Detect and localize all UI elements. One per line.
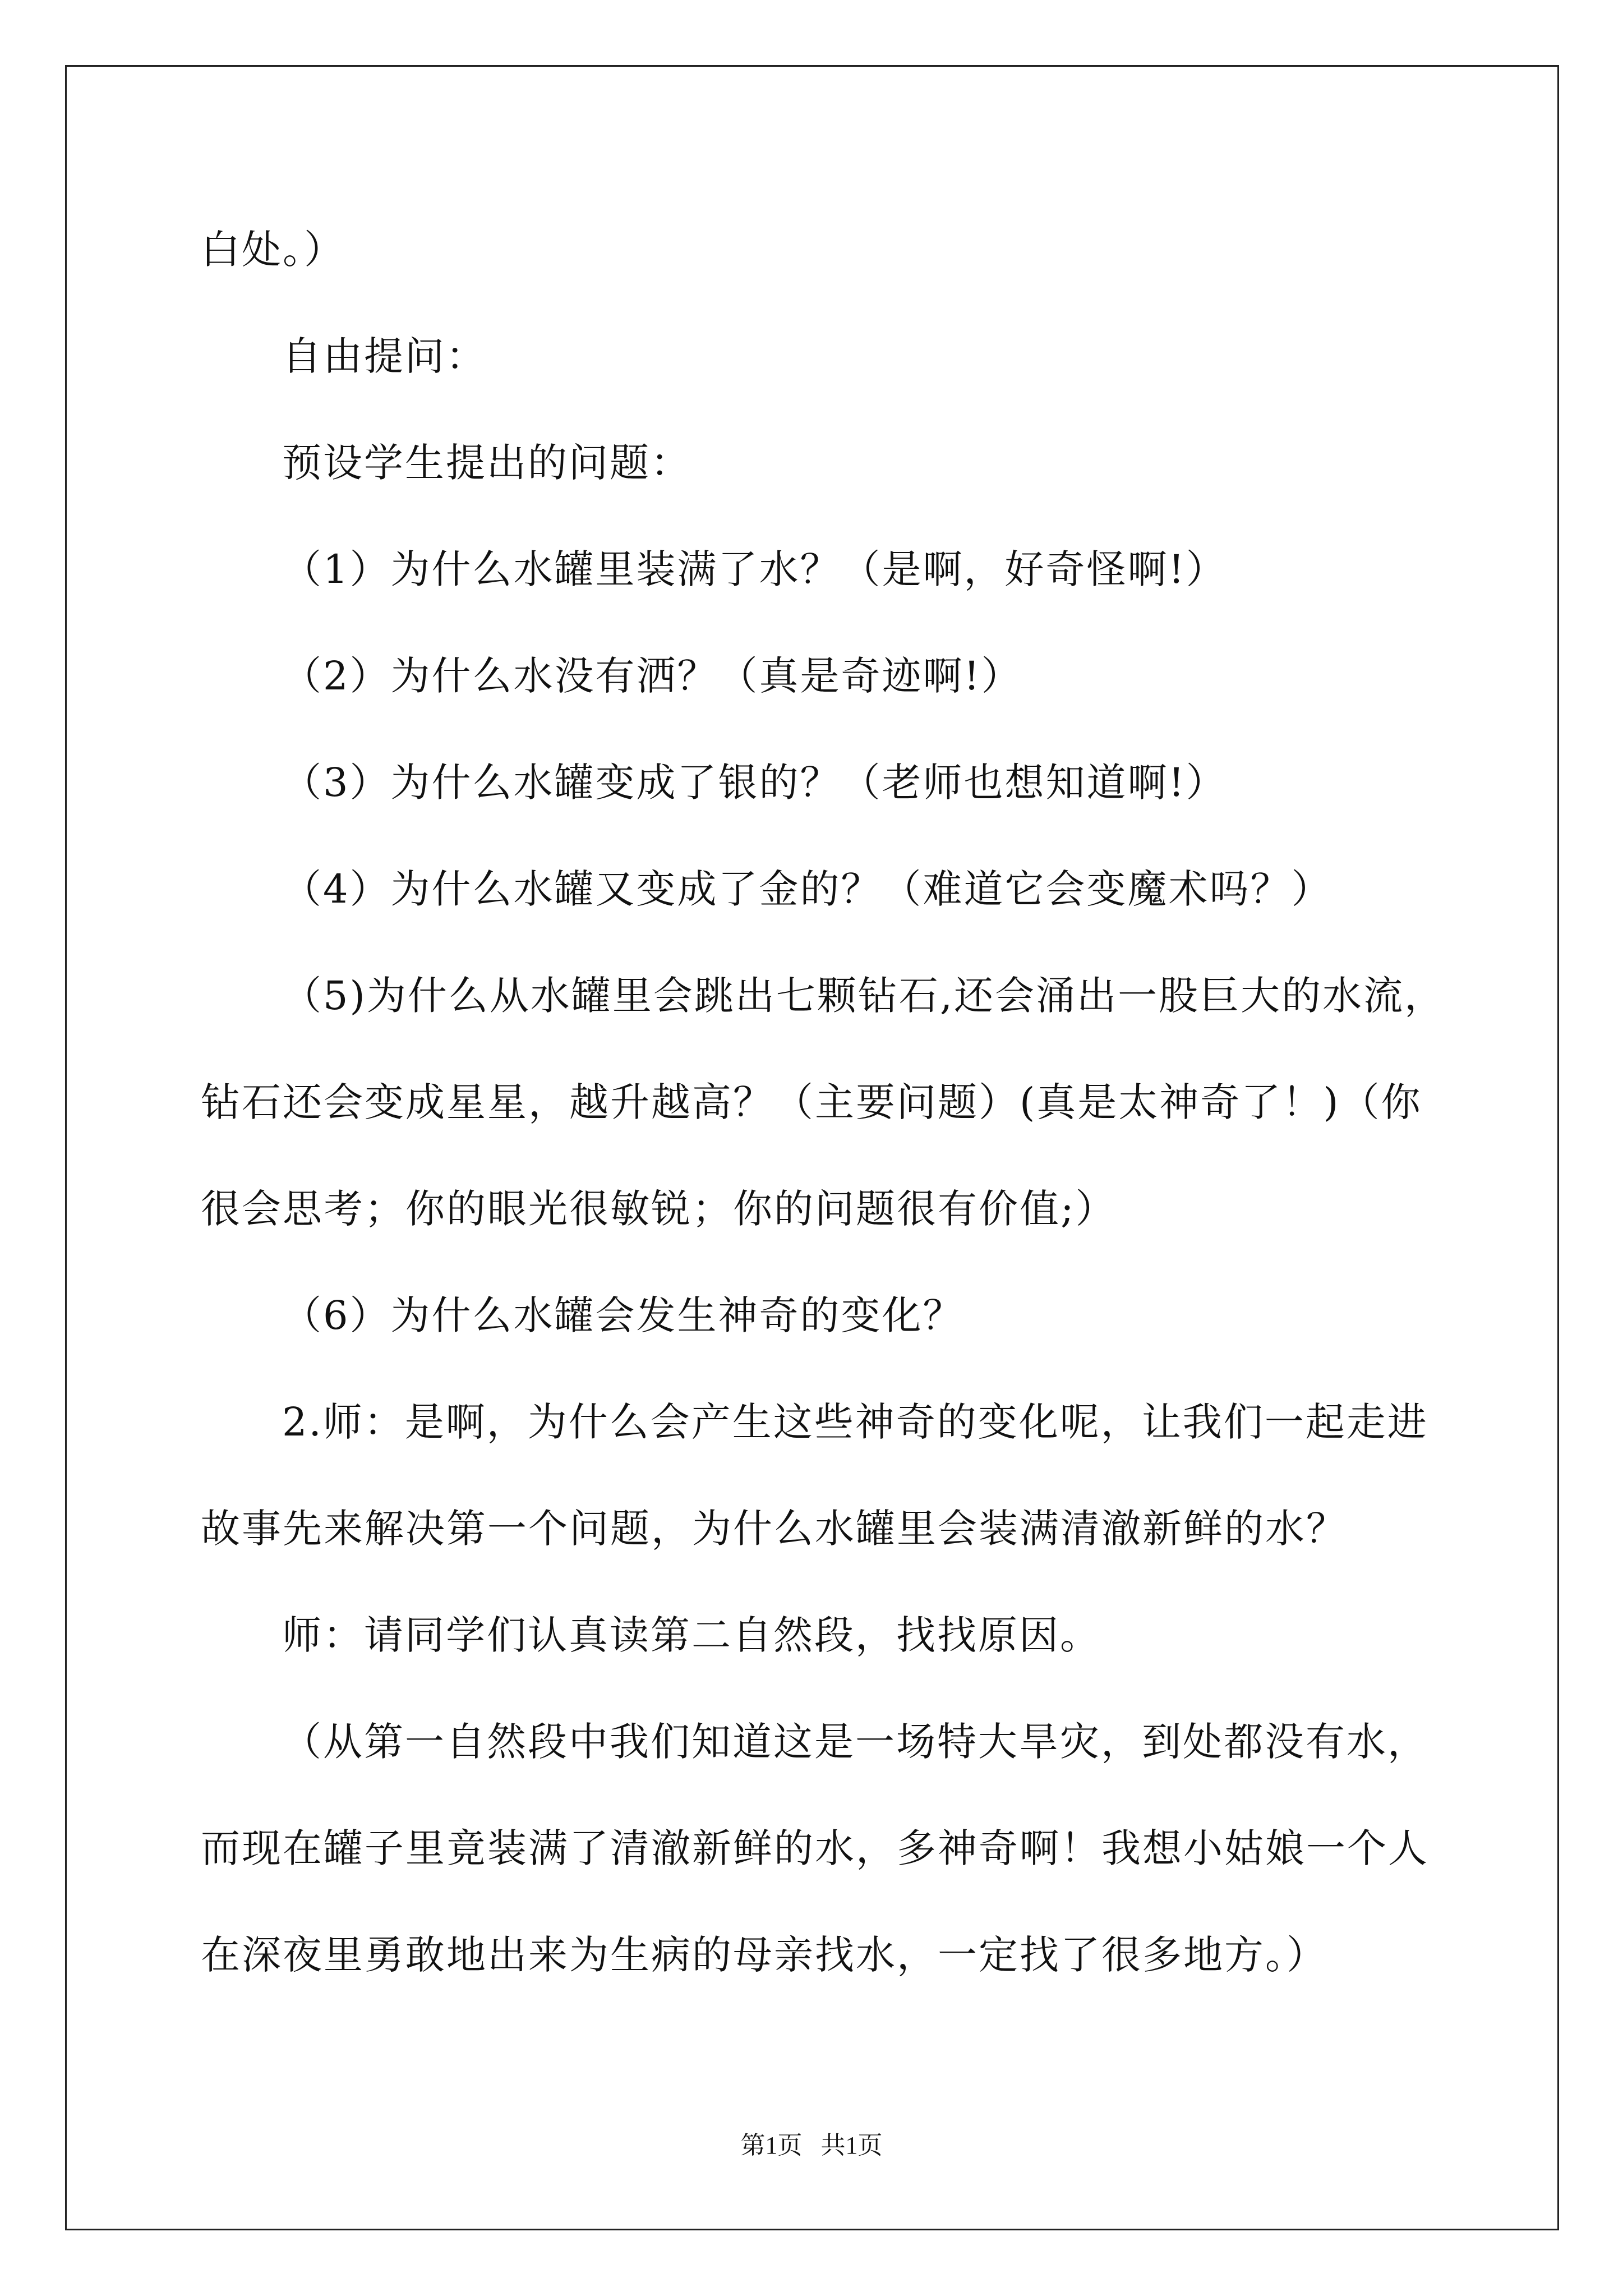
text-line-13: 故事先来解决第一个问题，为什么水罐里会装满清澈新鲜的水？ [201, 1506, 1347, 1552]
text-line-3: 预设学生提出的问题： [282, 440, 691, 486]
text-line-10: 很会思考；你的眼光很敏锐；你的问题很有价值;） [201, 1186, 1117, 1232]
text-line-1: 白处。） [201, 227, 345, 273]
text-line-15: （从第一自然段中我们知道这是一场特大旱灾，到处都没有水， [282, 1719, 1428, 1765]
text-line-17: 在深夜里勇敢地出来为生病的母亲找水，一定找了很多地方。） [201, 1932, 1327, 1978]
text-line-5: （2）为什么水没有洒？（真是奇迹啊!） [282, 653, 1022, 699]
page-border [65, 65, 1559, 2230]
text-line-7: （4）为什么水罐又变成了金的？（难道它会变魔术吗？） [282, 866, 1332, 912]
text-line-16: 而现在罐子里竟装满了清澈新鲜的水，多神奇啊！我想小姑娘一个人 [201, 1825, 1429, 1871]
text-line-14: 师：请同学们认真读第二自然段，找找原因。 [282, 1612, 1101, 1658]
text-line-8: （5)为什么从水罐里会跳出七颗钻石,还会涌出一股巨大的水流， [282, 973, 1446, 1019]
text-line-9: 钻石还会变成星星，越升越高？（主要问题）(真是太神奇了！)（你 [201, 1079, 1422, 1125]
text-line-11: （6）为什么水罐会发生神奇的变化？ [282, 1292, 964, 1338]
text-line-4: （1）为什么水罐里装满了水？（是啊，好奇怪啊!） [282, 546, 1227, 592]
text-line-2: 自由提问： [282, 333, 487, 379]
text-line-6: （3）为什么水罐变成了银的？（老师也想知道啊!） [282, 760, 1227, 806]
page-number-footer: 第1页 共1页 [740, 2132, 883, 2159]
text-line-12: 2.师：是啊，为什么会产生这些神奇的变化呢，让我们一起走进 [282, 1399, 1428, 1445]
